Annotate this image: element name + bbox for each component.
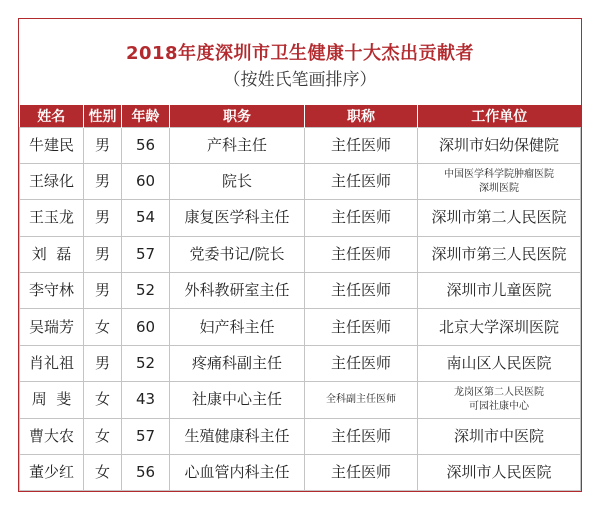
column-header-gender: 性别 (84, 105, 122, 127)
cell-age: 56 (122, 455, 170, 491)
cell-age: 52 (122, 345, 170, 381)
cell-position: 妇产科主任 (170, 309, 305, 345)
cell-unit: 深圳市中医院 (418, 418, 581, 454)
cell-gender: 女 (84, 455, 122, 491)
cell-gender: 男 (84, 236, 122, 272)
page-subtitle: （按姓氏笔画排序） (223, 70, 377, 90)
cell-unit: 深圳市第三人民医院 (418, 236, 581, 272)
cell-title: 全科副主任医师 (305, 382, 418, 418)
cell-unit: 深圳市妇幼保健院 (418, 127, 581, 163)
cell-gender: 女 (84, 418, 122, 454)
table-row (20, 236, 581, 272)
column-header-position: 职务 (170, 105, 305, 127)
cell-position: 党委书记/院长 (170, 236, 305, 272)
cell-name: 王玉龙 (20, 200, 84, 236)
cell-position: 生殖健康科主任 (170, 418, 305, 454)
cell-age: 52 (122, 273, 170, 309)
cell-title: 主任医师 (305, 273, 418, 309)
cell-gender: 男 (84, 200, 122, 236)
cell-name: 肖礼祖 (20, 345, 84, 381)
awardee-table (19, 105, 581, 491)
cell-title: 主任医师 (305, 163, 418, 199)
cell-name: 李守林 (20, 273, 84, 309)
column-header-unit: 工作单位 (418, 105, 581, 127)
cell-title: 主任医师 (305, 345, 418, 381)
cell-position: 外科教研室主任 (170, 273, 305, 309)
cell-unit: 南山区人民医院 (418, 345, 581, 381)
cell-age: 54 (122, 200, 170, 236)
column-header-title: 职称 (305, 105, 418, 127)
cell-gender: 女 (84, 382, 122, 418)
cell-gender: 女 (84, 309, 122, 345)
table-row (20, 127, 581, 163)
table-row (20, 163, 581, 199)
cell-position: 康复医学科主任 (170, 200, 305, 236)
table-row (20, 455, 581, 491)
unit-line: 深圳医院 (479, 182, 519, 194)
cell-name: 吴瑞芳 (20, 309, 84, 345)
cell-age: 57 (122, 236, 170, 272)
award-list-panel (18, 18, 582, 492)
cell-title: 主任医师 (305, 127, 418, 163)
cell-age: 43 (122, 382, 170, 418)
cell-gender: 男 (84, 345, 122, 381)
cell-age: 56 (122, 127, 170, 163)
cell-unit (418, 163, 581, 199)
cell-age: 57 (122, 418, 170, 454)
page-title: 2018年度深圳市卫生健康十大杰出贡献者 (125, 43, 475, 64)
cell-gender: 男 (84, 127, 122, 163)
table-row (20, 418, 581, 454)
table-row (20, 382, 581, 418)
cell-title: 主任医师 (305, 418, 418, 454)
table-row (20, 309, 581, 345)
cell-name: 刘 磊 (20, 236, 84, 272)
table-row (20, 345, 581, 381)
cell-age: 60 (122, 309, 170, 345)
cell-title: 主任医师 (305, 455, 418, 491)
unit-line: 可园社康中心 (469, 400, 529, 412)
cell-name: 曹大农 (20, 418, 84, 454)
cell-position: 社康中心主任 (170, 382, 305, 418)
cell-unit: 深圳市儿童医院 (418, 273, 581, 309)
cell-position: 疼痛科副主任 (170, 345, 305, 381)
column-header-name: 姓名 (20, 105, 84, 127)
unit-line: 龙岗区第二人民医院 (454, 387, 544, 399)
cell-unit: 北京大学深圳医院 (418, 309, 581, 345)
cell-title: 主任医师 (305, 236, 418, 272)
cell-name: 王绿化 (20, 163, 84, 199)
unit-line: 中国医学科学院肿瘤医院 (444, 169, 554, 181)
cell-unit (418, 382, 581, 418)
cell-name: 周 斐 (20, 382, 84, 418)
table-header-row (20, 105, 581, 127)
cell-title: 主任医师 (305, 309, 418, 345)
cell-title: 主任医师 (305, 200, 418, 236)
cell-gender: 男 (84, 163, 122, 199)
cell-position: 院长 (170, 163, 305, 199)
cell-position: 心血管内科主任 (170, 455, 305, 491)
cell-age: 60 (122, 163, 170, 199)
table-row (20, 273, 581, 309)
cell-position: 产科主任 (170, 127, 305, 163)
cell-gender: 男 (84, 273, 122, 309)
cell-unit: 深圳市人民医院 (418, 455, 581, 491)
cell-unit: 深圳市第二人民医院 (418, 200, 581, 236)
table-row (20, 200, 581, 236)
cell-name: 牛建民 (20, 127, 84, 163)
cell-name: 董少红 (20, 455, 84, 491)
column-header-age: 年龄 (122, 105, 170, 127)
